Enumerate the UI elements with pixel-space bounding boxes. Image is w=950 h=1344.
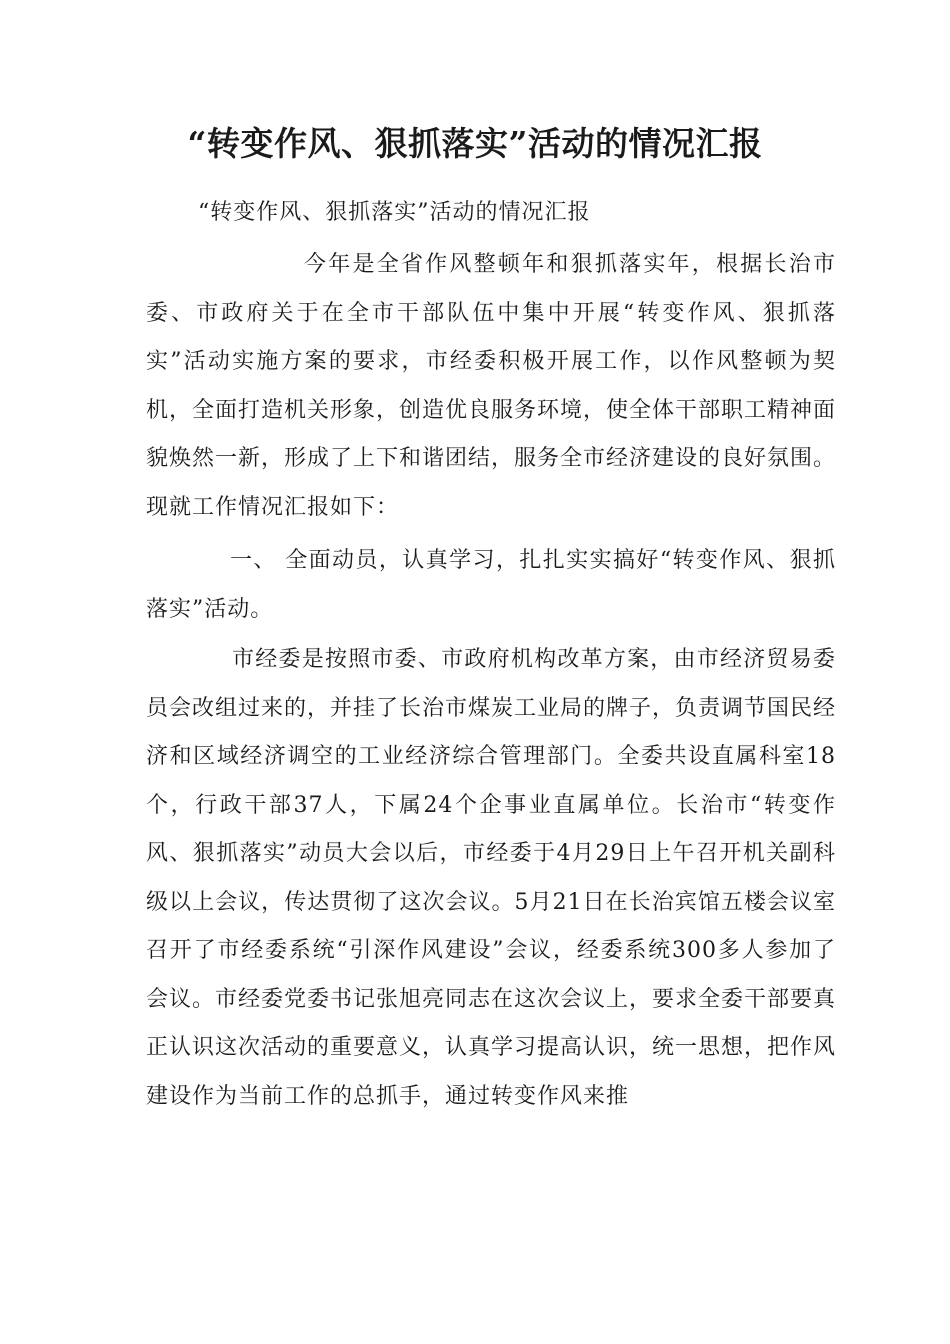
document-subtitle: “转变作风、狠抓落实”活动的情况汇报: [198, 200, 591, 225]
document-title: “转变作风、狠抓落实”活动的情况汇报: [187, 124, 763, 163]
paragraph-intro: 今年是全省作风整顿年和狠抓落实年，根据长治市委、市政府关于在全市干部队伍中集中开展“转变作风、狠抓落实”活动实施方案的要求，市经委积极开展工作，以作风整顿为契机，全面打造机关形象，创造优良服务环境，使全体干部职工精神面貌焕然一新，形成了上下和谐团结，服务全市经济建设的良好氛围。现就工作情况汇报如下：: [146, 252, 837, 520]
paragraph-section-1: 市经委是按照市委、市政府机构改革方案，由市经济贸易委员会改组过来的，并挂了长治市煤炭工业局的牌子，负责调节国民经济和区域经济调空的工业经济综合管理部门。全委共设直属科室18个，行政干部37人，下属24个企事业直属单位。长治市“转变作风、狠抓落实”动员大会以后，市经委于4月29日上午召开机关副科级以上会议，传达贯彻了这次会议。5月21日在长治宾馆五楼会议室召开了市经委系统“引深作风建设”会议，经委系统300多人参加了会议。市经委党委书记张旭亮同志在这次会议上，要求全委干部要真正认识这次活动的重要意义，认真学习提高认识，统一思想，把作风建设作为当前工作的总抓手，通过转变作风来推: [146, 647, 837, 1109]
section-heading-1: 一、 全面动员，认真学习，扎扎实实搞好“转变作风、狠抓落实”活动。: [146, 548, 836, 622]
